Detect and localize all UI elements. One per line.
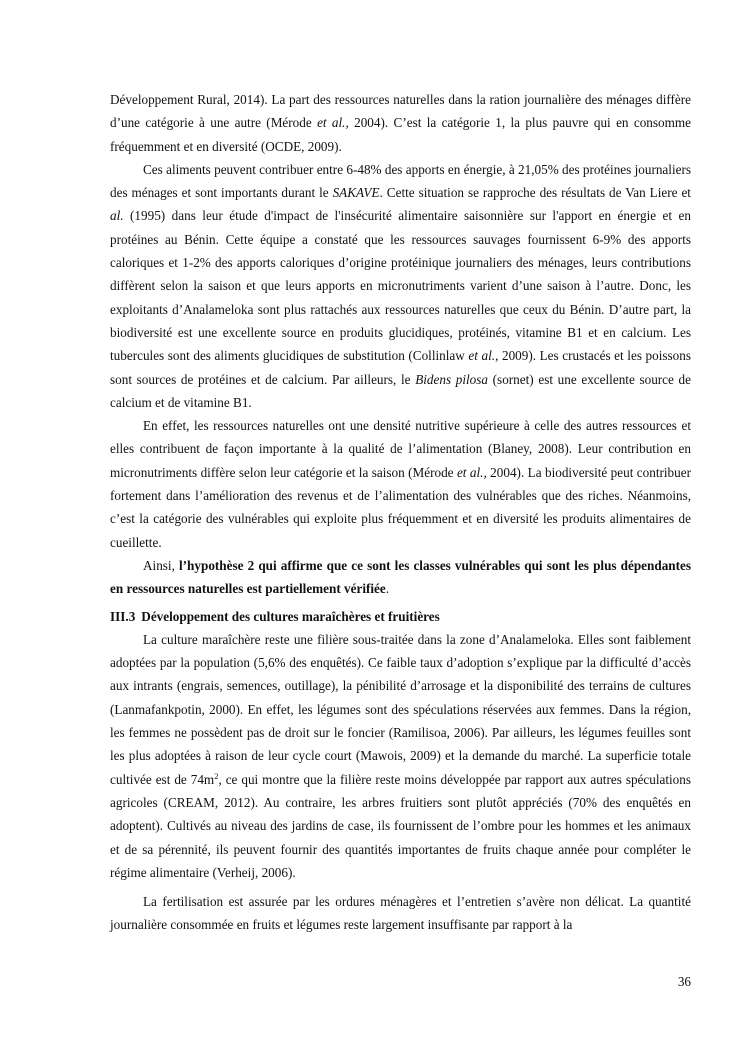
text-run: (1995) dans leur étude d'impact de l'insécurité alimentaire saisonnière sur l'apport en énergie et en protéines au Bénin. Cette équipe a constaté que les ressources sauvages fournissent 6-9% des apports caloriques et 1-2% des apports caloriques d’origine protéinique journaliers des ménages, leurs contributions diffèrent selon la saison et que leurs apports en micronutriments varient d’une saison à l’autre. Donc, les exploitants d’Analameloka sont plus rattachés aux ressources naturelles que ceux du Bénin. D’autre part, la biodiversité est une excellente source en produits glucidiques, protéinés, vitamine B1 et en calcium. Les tubercules sont des aliments glucidiques de substitution (Collinlaw: [110, 208, 691, 364]
paragraph-market-gardening: [110, 628, 691, 884]
section-title: Développement des cultures maraîchères et fruitières: [141, 608, 440, 624]
text-run: . Cette situation se rapproche des résultats de Van Liere et: [379, 185, 691, 201]
italic-text: SAKAVE: [332, 185, 380, 201]
paragraph-fertilisation: [110, 890, 691, 937]
text-run: Développement Rural, 2014). La part des ressources naturelles dans la ration journalière des ménages diffère d’une catégorie à une autre (Mérode: [110, 92, 691, 131]
text-run: 2009). Les crustacés et les poissons sont sources de protéines et de calcium. Par ailleurs, le: [110, 348, 691, 387]
italic-text: et al.,: [317, 115, 349, 131]
text-run: 2004). La biodiversité peut contribuer fortement dans l’amélioration des revenus et de l’alimentation des vulnérables que des riches. Néanmoins, c’est la catégorie des vulnérables qui exploite plus fréquemment et en diversité les produits alimentaires de cueillette.: [110, 464, 691, 550]
text-run: , ce qui montre que la filière reste moins développée par rapport aux autres spéculations agricoles (CREAM, 2012). Au contraire, les arbres fruitiers sont plutôt appréciés (70% des enquêtés en adoptent). Cultivés au niveau des jardins de case, ils fournissent de l’ombre pour les hommes et les animaux et de sa pérennité, ils peuvent fournir des quantités importantes de fruits chaque année pour compléter le régime alimentaire (Verheij, 2006).: [110, 771, 692, 880]
italic-text: al.: [110, 208, 124, 224]
italic-text: Bidens pilosa: [415, 371, 488, 387]
page-number: 36: [677, 974, 691, 989]
text-run: Ainsi,: [143, 557, 179, 573]
body-text: [110, 88, 691, 937]
text-run: (sornet) est une excellente source de calcium et de vitamine B1.: [110, 371, 692, 410]
italic-text: et al.,: [456, 464, 487, 480]
section-heading: [110, 605, 691, 628]
paragraph-continuation: [110, 88, 691, 158]
text-run: 2004). C’est la catégorie 1, la plus pauvre qui en consomme fréquemment et en diversité (OCDE, 2009).: [110, 115, 691, 154]
text-run: .: [385, 581, 390, 597]
section-number: III.3: [110, 608, 136, 624]
bold-text: l’hypothèse 2 qui affirme que ce sont les classes vulnérables qui sont les plus dépendantes en ressources naturelles est partiellement vérifiée: [110, 557, 692, 597]
text-run: En effet, les ressources naturelles ont une densité nutritive supérieure à celle des autres ressources et elles contribuent de façon importante à la qualité de l’alimentation (Blaney, 2008). Leur contribution en micronutriments diffère selon leur catégorie et la saison (Mérode: [110, 418, 691, 480]
paragraph-food-contribution: [110, 158, 691, 414]
text-run: La fertilisation est assurée par les ordures ménagères et l’entretien s’avère non délicat. La quantité journalière consommée en fruits et légumes reste largement insuffisante par rapport à la: [110, 894, 691, 933]
superscript: 2: [214, 770, 219, 781]
text-run: La culture maraîchère reste une filière sous-traitée dans la zone d’Analameloka. Elles sont faiblement adoptées par la population (5,6% des enquêtés). Ce faible taux d’adoption s’explique par la difficulté d’accès aux intrants (engrais, semences, outillage), la pénibilité d’arrosage et la disponibilité des terrains de cultures (Lanmafankpotin, 2000). En effet, les légumes sont des spéculations réservées aux femmes. Dans la région, les femmes ne possèdent pas de droit sur le foncier (Ramilisoa, 2006). Par ailleurs, les légumes feuilles sont les plus adoptées à raison de leur cycle court (Mawois, 2009) et la demande du marché. La superficie totale cultivée est de 74m: [110, 631, 691, 787]
paragraph-hypothesis-conclusion: [110, 554, 691, 601]
text-run: Ces aliments peuvent contribuer entre 6-48% des apports en énergie, à 21,05% des protéines journaliers des ménages et sont importants durant le: [110, 161, 691, 201]
italic-text: et al.,: [468, 348, 499, 364]
paragraph-nutrient-density: [110, 414, 691, 554]
